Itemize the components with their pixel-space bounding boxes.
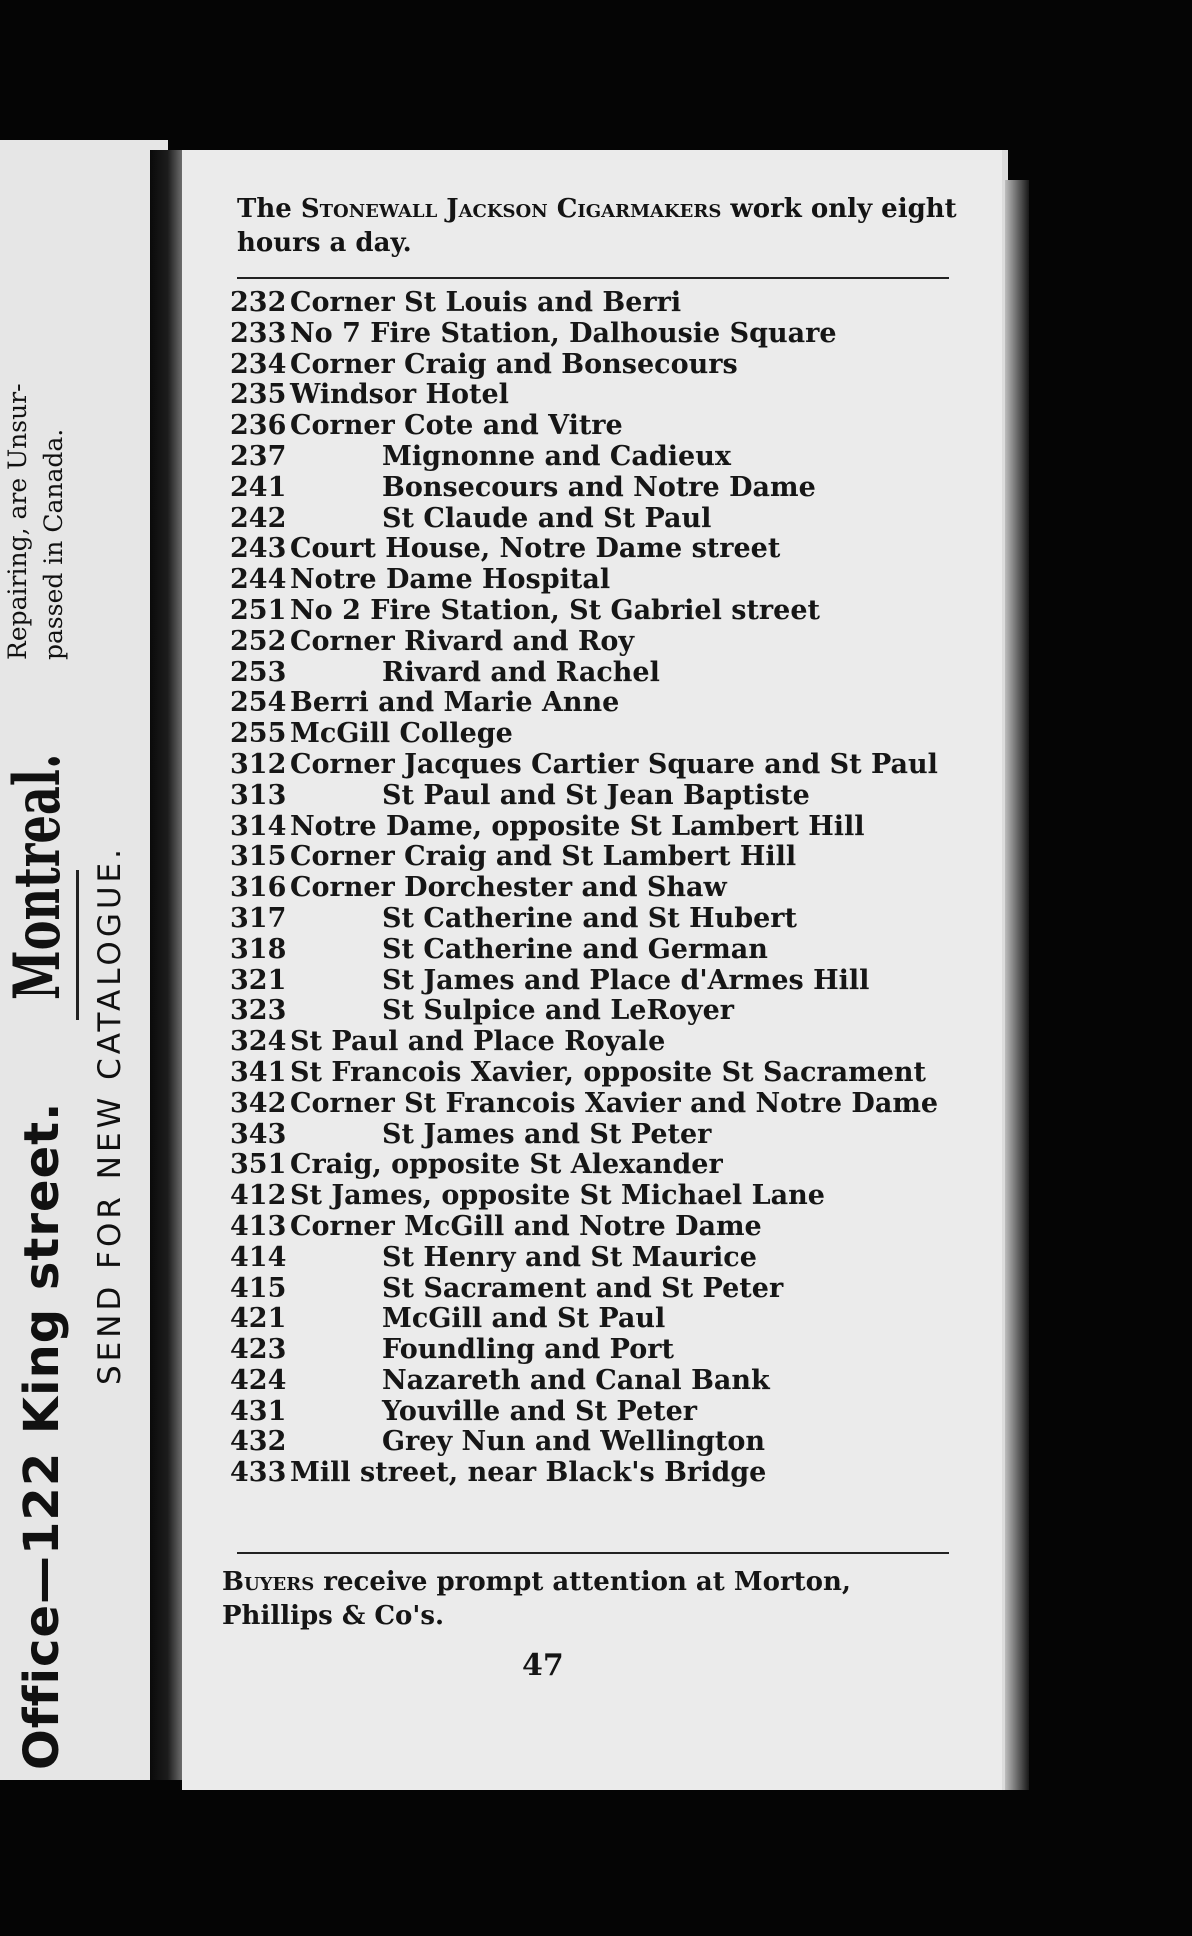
box-number: 414 — [230, 1241, 287, 1273]
box-number: 431 — [230, 1395, 287, 1427]
page-footer-notice — [222, 1565, 942, 1633]
list-item — [230, 873, 970, 904]
box-number: 255 — [230, 718, 287, 750]
list-item — [230, 473, 970, 504]
box-number: 343 — [230, 1118, 287, 1150]
book-binding-gutter — [150, 150, 182, 1780]
list-item — [230, 1150, 970, 1181]
directory-page — [182, 150, 1008, 1790]
box-number: 423 — [230, 1334, 287, 1366]
box-number: 321 — [230, 964, 287, 996]
box-location: St Paul and St Jean Baptiste — [382, 779, 810, 811]
box-location: Corner Craig and St Lambert Hill — [290, 841, 797, 873]
repair-notice — [0, 383, 72, 660]
list-item — [230, 411, 970, 442]
box-location: St Catherine and St Hubert — [382, 902, 797, 934]
box-number: 415 — [230, 1272, 287, 1304]
box-number: 254 — [230, 687, 287, 719]
footer-rule — [237, 1552, 949, 1554]
footer-lead-word: Buyers — [222, 1567, 315, 1597]
box-location: Corner Jacques Cartier Square and St Paul — [290, 748, 938, 780]
box-number: 351 — [230, 1149, 287, 1181]
list-item — [230, 1335, 970, 1366]
box-location: Foundling and Port — [382, 1334, 674, 1366]
box-number: 316 — [230, 872, 287, 904]
box-location: St Paul and Place Royale — [290, 1026, 666, 1058]
box-location: St Francois Xavier, opposite St Sacrament — [290, 1056, 927, 1088]
box-location: St Sulpice and LeRoyer — [382, 995, 735, 1027]
list-item — [230, 288, 970, 319]
list-item — [230, 350, 970, 381]
list-item — [230, 1089, 970, 1120]
box-number: 432 — [230, 1426, 287, 1458]
box-location: No 7 Fire Station, Dalhousie Square — [290, 317, 837, 349]
fire-alarm-box-list — [230, 288, 970, 1489]
box-location: St Claude and St Paul — [382, 502, 712, 534]
box-location: Rivard and Rachel — [382, 656, 660, 688]
header-company-name: Stonewall Jackson Cigarmakers — [300, 194, 722, 224]
box-location: St Henry and St Maurice — [382, 1241, 757, 1273]
box-number: 241 — [230, 471, 287, 503]
box-number: 315 — [230, 841, 287, 873]
box-number: 253 — [230, 656, 287, 688]
list-item — [230, 380, 970, 411]
box-number: 236 — [230, 410, 287, 442]
office-address-text: Office—122 King street. — [14, 1101, 70, 1770]
box-number: 421 — [230, 1303, 287, 1335]
list-item — [230, 812, 970, 843]
list-item — [230, 627, 970, 658]
city-fragment-text: Montreal. — [0, 753, 75, 1000]
box-location: Nazareth and Canal Bank — [382, 1364, 770, 1396]
box-number: 324 — [230, 1026, 287, 1058]
box-number: 342 — [230, 1087, 287, 1119]
box-location: McGill College — [290, 718, 513, 750]
header-text-end: work only eight hours a day. — [237, 194, 957, 258]
box-number: 424 — [230, 1364, 287, 1396]
box-location: No 2 Fire Station, St Gabriel street — [290, 594, 820, 626]
list-item — [230, 1458, 970, 1489]
box-number: 232 — [230, 287, 287, 318]
list-item — [230, 996, 970, 1027]
list-item — [230, 1212, 970, 1243]
box-number: 314 — [230, 810, 287, 842]
page-header-notice — [237, 192, 957, 260]
box-number: 317 — [230, 902, 287, 934]
list-item — [230, 1243, 970, 1274]
list-item — [230, 565, 970, 596]
list-item — [230, 596, 970, 627]
header-rule — [237, 277, 949, 279]
header-text-start: The — [237, 194, 301, 224]
box-location: Corner Rivard and Roy — [290, 625, 635, 657]
box-location: Corner St Francois Xavier and Notre Dame — [290, 1087, 939, 1119]
adjacent-page-rule — [76, 870, 79, 1020]
page-number: 47 — [522, 1648, 564, 1683]
list-item — [230, 1120, 970, 1151]
box-number: 433 — [230, 1457, 287, 1489]
repair-notice-line-1: Repairing, are Unsur- — [3, 383, 32, 660]
list-item — [230, 781, 970, 812]
list-item — [230, 719, 970, 750]
box-number: 318 — [230, 933, 287, 965]
box-number: 233 — [230, 317, 287, 349]
list-item — [230, 842, 970, 873]
box-location: Court House, Notre Dame street — [290, 533, 781, 565]
box-number: 234 — [230, 348, 287, 380]
list-item — [230, 534, 970, 565]
catalogue-notice-text: SEND FOR NEW CATALOGUE. — [92, 845, 128, 1385]
list-item — [230, 319, 970, 350]
list-item — [230, 904, 970, 935]
box-number: 252 — [230, 625, 287, 657]
list-item — [230, 1304, 970, 1335]
list-item — [230, 658, 970, 689]
box-number: 323 — [230, 995, 287, 1027]
box-location: Corner St Louis and Berri — [290, 287, 682, 318]
list-item — [230, 688, 970, 719]
box-location: Youville and St Peter — [382, 1395, 698, 1427]
list-item — [230, 750, 970, 781]
box-location: St James and Place d'Armes Hill — [382, 964, 870, 996]
list-item — [230, 966, 970, 997]
box-number: 341 — [230, 1056, 287, 1088]
box-location: Mill street, near Black's Bridge — [290, 1457, 767, 1489]
box-location: Notre Dame Hospital — [290, 564, 611, 596]
list-item — [230, 442, 970, 473]
list-item — [230, 1427, 970, 1458]
list-item — [230, 1397, 970, 1428]
list-item — [230, 504, 970, 535]
box-number: 313 — [230, 779, 287, 811]
repair-notice-line-2: passed in Canada. — [39, 428, 68, 660]
box-number: 237 — [230, 440, 287, 472]
box-location: St Sacrament and St Peter — [382, 1272, 784, 1304]
box-number: 413 — [230, 1210, 287, 1242]
list-item — [230, 1366, 970, 1397]
box-number: 244 — [230, 564, 287, 596]
box-location: Mignonne and Cadieux — [382, 440, 731, 472]
box-location: Corner Dorchester and Shaw — [290, 872, 727, 904]
footer-text: receive prompt attention at Morton, Phillips & Co's. — [222, 1567, 851, 1631]
adjacent-page — [0, 140, 168, 1780]
list-item — [230, 1058, 970, 1089]
box-number: 235 — [230, 379, 287, 411]
box-location: Corner Craig and Bonsecours — [290, 348, 738, 380]
box-location: St James and St Peter — [382, 1118, 712, 1150]
box-location: Grey Nun and Wellington — [382, 1426, 765, 1458]
box-location: Bonsecours and Notre Dame — [382, 471, 816, 503]
page-edge-shadow — [1005, 180, 1029, 1790]
box-location: Corner Cote and Vitre — [290, 410, 623, 442]
list-item — [230, 1027, 970, 1058]
list-item — [230, 1181, 970, 1212]
box-location: Windsor Hotel — [290, 379, 509, 411]
box-location: St James, opposite St Michael Lane — [290, 1180, 825, 1212]
box-location: Corner McGill and Notre Dame — [290, 1210, 762, 1242]
box-number: 312 — [230, 748, 287, 780]
box-number: 243 — [230, 533, 287, 565]
box-location: Berri and Marie Anne — [290, 687, 620, 719]
list-item — [230, 935, 970, 966]
box-location: Notre Dame, opposite St Lambert Hill — [290, 810, 865, 842]
box-location: St Catherine and German — [382, 933, 768, 965]
box-number: 251 — [230, 594, 287, 626]
list-item — [230, 1274, 970, 1305]
box-number: 242 — [230, 502, 287, 534]
box-location: McGill and St Paul — [382, 1303, 666, 1335]
box-location: Craig, opposite St Alexander — [290, 1149, 723, 1181]
box-number: 412 — [230, 1180, 287, 1212]
